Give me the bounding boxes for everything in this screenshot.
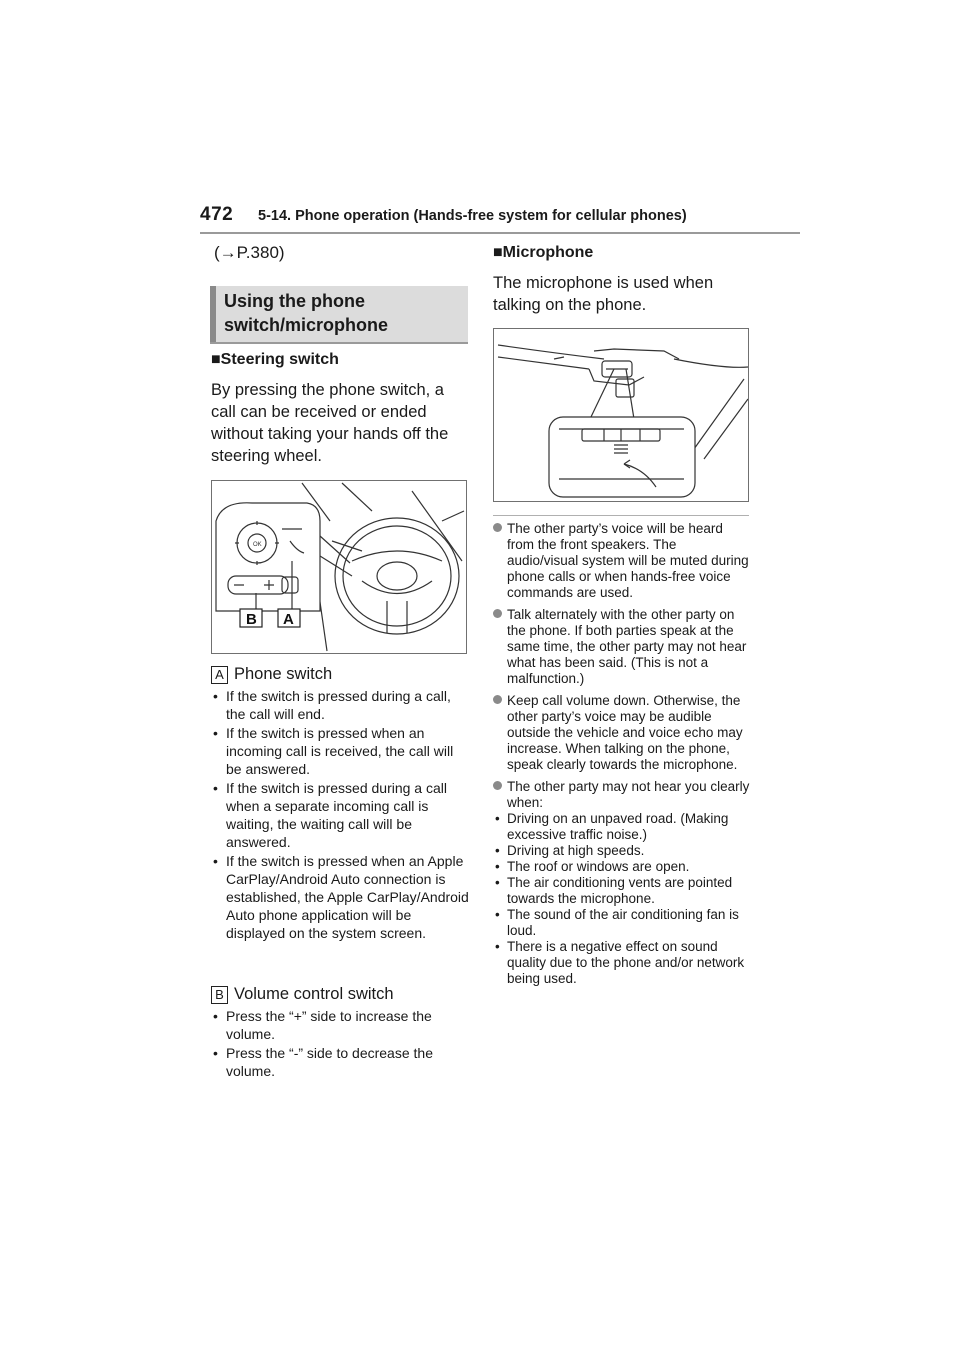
steering-switch-figure bbox=[211, 480, 467, 654]
conditions-list bbox=[493, 811, 751, 987]
note-item: The other party’s voice will be heard from the front speakers. The audio/visual system will be muted during phone calls or when hands-free voice commands are used. bbox=[493, 521, 751, 601]
list-item: • Driving at high speeds. bbox=[493, 843, 751, 859]
page-number: 472 bbox=[200, 204, 234, 225]
list-item: • If the switch is pressed when an Apple CarPlay/Android Auto connection is established, the Apple CarPlay/Android Auto phone application will be displayed on the system screen. bbox=[211, 852, 469, 942]
ok-label: OK bbox=[253, 542, 262, 548]
bullet-dot-icon bbox=[493, 695, 502, 704]
bullet-dot-icon bbox=[493, 523, 502, 532]
note-item: Talk alternately with the other party on the phone. If both parties speak at the same time, the other party may not hear what has been said. (This is not a malfunction.) bbox=[493, 607, 751, 687]
figure-label-a: A bbox=[283, 611, 294, 628]
microphone-illustration bbox=[494, 329, 748, 501]
steering-wheel-illustration bbox=[212, 481, 466, 653]
figure-label-b: B bbox=[246, 611, 257, 628]
section-title: 5-14. Phone operation (Hands-free system for cellular phones) bbox=[258, 208, 687, 224]
steering-switch-text: By pressing the phone switch, a call can be received or ended without taking your hands off the steering wheel. bbox=[211, 381, 449, 465]
phone-switch-title bbox=[211, 663, 469, 685]
section-heading: Using the phone switch/microphone bbox=[224, 291, 389, 335]
list-item: • There is a negative effect on sound quality due to the phone and/or network being used. bbox=[493, 939, 751, 987]
section-heading-rule bbox=[210, 342, 468, 344]
note-item: Keep call volume down. Otherwise, the other party’s voice may be audible outside the vehicle and voice echo may increase. When talking on the phone, speak clearly towards the microphone. bbox=[493, 693, 751, 773]
notes-divider bbox=[493, 515, 749, 516]
header-divider bbox=[200, 232, 800, 234]
volume-switch-label: Volume control switch bbox=[234, 985, 394, 1003]
volume-switch-bullets bbox=[211, 1007, 469, 1080]
list-item: • The air conditioning vents are pointed towards the microphone. bbox=[493, 875, 751, 907]
bullet-dot-icon bbox=[493, 781, 502, 790]
tag-a: A bbox=[211, 666, 228, 684]
list-item: • If the switch is pressed during a call, the call will end. bbox=[211, 687, 469, 723]
list-item: • If the switch is pressed during a call when a separate incoming call is waiting, the waiting call will be answered. bbox=[211, 779, 469, 851]
page-reference: (→P.380) bbox=[214, 243, 285, 262]
microphone-heading: ■Microphone bbox=[493, 244, 594, 261]
list-item: • Press the “+” side to increase the volume. bbox=[211, 1007, 469, 1043]
list-item: • If the switch is pressed when an incoming call is received, the call will be answered. bbox=[211, 724, 469, 778]
steering-switch-heading: ■Steering switch bbox=[211, 351, 339, 368]
volume-switch-block bbox=[211, 983, 469, 1081]
microphone-text: The microphone is used when talking on the phone. bbox=[493, 274, 714, 314]
list-item: • Press the “-” side to decrease the volume. bbox=[211, 1044, 469, 1080]
phone-switch-bullets bbox=[211, 687, 469, 942]
section-heading-box bbox=[210, 286, 468, 342]
list-item: • Driving on an unpaved road. (Making excessive traffic noise.) bbox=[493, 811, 751, 843]
notes-list bbox=[493, 521, 751, 987]
list-item: • The sound of the air conditioning fan is loud. bbox=[493, 907, 751, 939]
volume-switch-title bbox=[211, 983, 469, 1005]
phone-switch-label: Phone switch bbox=[234, 665, 333, 683]
bullet-dot-icon bbox=[493, 609, 502, 618]
list-item: • The roof or windows are open. bbox=[493, 859, 751, 875]
note-item: The other party may not hear you clearly when: bbox=[493, 779, 751, 811]
phone-switch-block bbox=[211, 663, 469, 943]
microphone-figure bbox=[493, 328, 749, 502]
tag-b: B bbox=[211, 986, 228, 1004]
